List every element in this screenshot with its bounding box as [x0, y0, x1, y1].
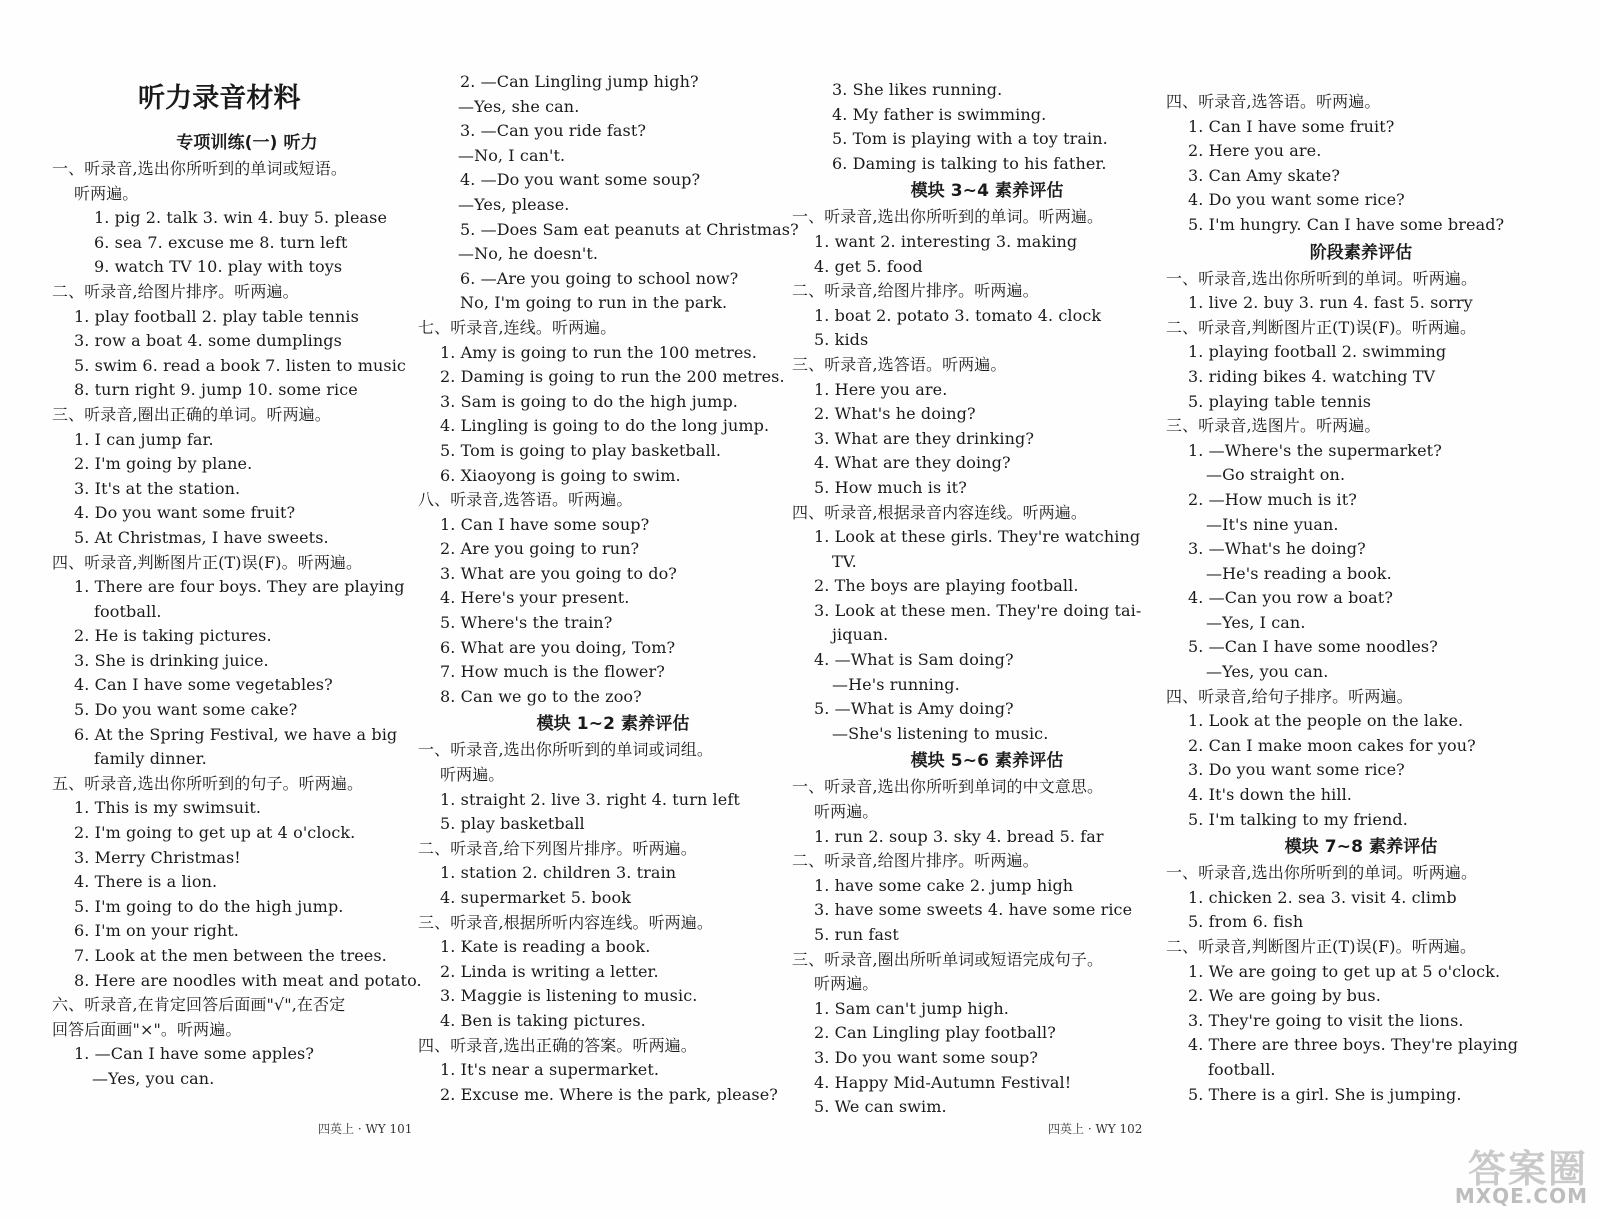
text-line: 2. I'm going to get up at 4 o'clock.	[74, 823, 356, 843]
text-line: 5. Do you want some cake?	[74, 700, 298, 720]
text-line: 5. Tom is going to play basketball.	[440, 440, 722, 460]
text-line: —Yes, you can.	[1206, 662, 1329, 682]
text-line: 1. Amy is going to run the 100 metres.	[440, 342, 757, 362]
text-line: 5. playing table tennis	[1188, 391, 1372, 411]
text-line: 3. Maggie is listening to music.	[440, 986, 698, 1006]
column-1-lines	[52, 128, 442, 1092]
text-line: 1. Can I have some soup?	[440, 514, 650, 534]
text-line: 5. —What is Amy doing?	[814, 699, 1014, 719]
text-line: 1. live 2. buy 3. run 4. fast 5. sorry	[1188, 293, 1473, 313]
text-line: 3. row a boat 4. some dumplings	[74, 331, 342, 351]
text-line: 4. Can I have some vegetables?	[74, 675, 333, 695]
text-line: 3. Merry Christmas!	[74, 847, 241, 867]
text-line: 1. Sam can't jump high.	[814, 998, 1009, 1018]
text-line: 4. There are three boys. They're playing	[1188, 1035, 1519, 1055]
text-line: 2. —Can Lingling jump high?	[460, 72, 699, 91]
text-line: 3. It's at the station.	[74, 478, 241, 498]
text-line: 3. They're going to visit the lions.	[1188, 1010, 1464, 1030]
text-line: 2. The boys are playing football.	[814, 576, 1079, 596]
page-footer-left: 四英上 · WY 101	[318, 1122, 413, 1136]
text-line: 1. playing football 2. swimming	[1188, 342, 1447, 362]
text-line: 2. Daming is going to run the 200 metres.	[440, 367, 785, 387]
question-heading: 四、听录音,选答语。听两遍。	[1166, 92, 1381, 111]
text-line: 8. turn right 9. jump 10. some rice	[74, 380, 358, 400]
question-heading: 五、听录音,选出你所听到的句子。听两遍。	[52, 773, 364, 793]
text-line: 1. Look at the people on the lake.	[1188, 711, 1464, 731]
text-line: 5. I'm talking to my friend.	[1188, 809, 1408, 829]
text-line: 6. Daming is talking to his father.	[832, 153, 1107, 173]
question-heading: 一、听录音,选出你所听到的单词。听两遍。	[1166, 268, 1478, 288]
text-line: 5. —Can I have some noodles?	[1188, 637, 1438, 657]
text-line: 3. Do you want some soup?	[814, 1047, 1039, 1067]
question-heading: 一、听录音,选出你所听到的单词或短语。	[52, 159, 347, 178]
watermark-url: MXQE.COM	[1454, 1184, 1588, 1208]
section-title: 阶段素养评估	[1309, 242, 1413, 263]
watermark-text: 答案圈	[1467, 1147, 1588, 1191]
text-line: 1. chicken 2. sea 3. visit 4. climb	[1188, 887, 1457, 907]
question-heading: 一、听录音,选出你所听到单词的中文意思。	[792, 777, 1104, 797]
text-line: No, I'm going to run in the park.	[460, 293, 728, 313]
text-line: 听两遍。	[440, 765, 505, 785]
text-line: 3. What are they drinking?	[814, 428, 1035, 448]
text-line: 1. It's near a supermarket.	[440, 1060, 660, 1080]
text-line: 1. This is my swimsuit.	[74, 798, 262, 818]
text-line: —No, I can't.	[458, 145, 566, 165]
text-line: —Yes, you can.	[92, 1068, 215, 1088]
text-line: —Yes, she can.	[458, 96, 580, 116]
text-line: 3. —Can you ride fast?	[460, 121, 647, 141]
text-line: —She's listening to music.	[832, 723, 1049, 743]
question-heading: 一、听录音,选出你所听到的单词。听两遍。	[792, 207, 1104, 227]
text-line: 1. Can I have some fruit?	[1188, 116, 1395, 136]
text-line: 4. —Can you row a boat?	[1188, 588, 1393, 608]
text-line: 1. Here you are.	[814, 379, 948, 399]
text-line: —It's nine yuan.	[1206, 514, 1339, 534]
question-heading: 二、听录音,给图片排序。听两遍。	[792, 851, 1039, 871]
section-title: 模块 1~2 素养评估	[536, 714, 690, 735]
text-line: 2. Are you going to run?	[440, 539, 640, 559]
text-line: 2. What's he doing?	[814, 404, 976, 424]
question-heading: 二、听录音,给图片排序。听两遍。	[52, 281, 299, 301]
text-line: 3. Do you want some rice?	[1188, 760, 1405, 780]
question-heading: 四、听录音,选出正确的答案。听两遍。	[418, 1035, 697, 1055]
text-line: 4. supermarket 5. book	[440, 888, 632, 907]
column-3	[792, 78, 1182, 1220]
question-heading: 三、听录音,选答语。听两遍。	[792, 354, 1007, 374]
text-line: 6. What are you doing, Tom?	[440, 637, 676, 657]
text-line: 2. Can I make moon cakes for you?	[1188, 735, 1476, 755]
text-line: 8. Can we go to the zoo?	[440, 686, 642, 706]
text-line: —No, he doesn't.	[458, 244, 599, 264]
text-line: 5. Tom is playing with a toy train.	[832, 129, 1108, 149]
text-line: 7. How much is the flower?	[440, 662, 665, 682]
text-line: 5. At Christmas, I have sweets.	[74, 527, 329, 547]
text-line: 4. —What is Sam doing?	[814, 650, 1014, 670]
text-line: 1. There are four boys. They are playing	[74, 577, 405, 597]
text-line: 7. Look at the men between the trees.	[74, 946, 387, 965]
column-4	[1166, 90, 1556, 1220]
question-heading: 三、听录音,选图片。听两遍。	[1166, 416, 1381, 436]
text-line: 4. Lingling is going to do the long jump.	[440, 416, 770, 436]
section-title: 专项训练(一) 听力	[176, 133, 318, 153]
question-heading: 四、听录音,判断图片正(T)误(F)。听两遍。	[52, 552, 363, 572]
text-line: 5. play basketball	[440, 814, 585, 834]
text-line: —He's reading a book.	[1206, 563, 1392, 583]
text-line: 2. —How much is it?	[1188, 489, 1357, 509]
text-line: 6. At the Spring Festival, we have a big	[74, 724, 398, 744]
text-line: 1. straight 2. live 3. right 4. turn left	[440, 789, 740, 809]
question-heading: 二、听录音,判断图片正(T)误(F)。听两遍。	[1166, 317, 1477, 337]
question-heading: 六、听录音,在肯定回答后面画"√",在否定	[52, 995, 346, 1015]
text-line: 6. I'm on your right.	[74, 921, 239, 941]
section-title: 模块 5~6 素养评估	[910, 751, 1064, 772]
text-line: 5. We can swim.	[814, 1097, 947, 1117]
text-line: 5. How much is it?	[814, 477, 967, 497]
question-heading: 一、听录音,选出你所听到的单词或词组。	[418, 740, 713, 760]
text-line: 1. station 2. children 3. train	[440, 863, 677, 883]
text-line: 4. Ben is taking pictures.	[440, 1010, 646, 1030]
question-heading: 二、听录音,给图片排序。听两遍。	[792, 281, 1039, 301]
text-line: —Go straight on.	[1206, 465, 1346, 485]
text-line: 听两遍。	[814, 974, 879, 994]
text-line: jiquan.	[832, 625, 889, 645]
text-line: 2. Can Lingling play football?	[814, 1023, 1056, 1043]
text-line: 1. play football 2. play table tennis	[74, 306, 359, 326]
text-line: 4. It's down the hill.	[1188, 785, 1352, 805]
text-line: —Yes, I can.	[1206, 612, 1306, 632]
text-line: 3. Look at these men. They're doing tai-	[814, 600, 1142, 620]
question-heading: 四、听录音,给句子排序。听两遍。	[1166, 686, 1413, 706]
text-line: 听两遍。	[74, 183, 139, 203]
text-line: football.	[1208, 1059, 1276, 1079]
text-line: 5. kids	[814, 330, 869, 350]
text-line: 1. run 2. soup 3. sky 4. bread 5. far	[814, 826, 1104, 846]
text-line: 5. run fast	[814, 925, 899, 944]
text-line: 2. Excuse me. Where is the park, please?	[440, 1084, 778, 1104]
text-line: 9. watch TV 10. play with toys	[94, 257, 343, 277]
column-1	[52, 78, 442, 1220]
text-line: 6. Xiaoyong is going to swim.	[440, 465, 681, 485]
text-line: 2. He is taking pictures.	[74, 626, 272, 646]
text-line: 1. We are going to get up at 5 o'clock.	[1188, 961, 1501, 981]
question-heading: 一、听录音,选出你所听到的单词。听两遍。	[1166, 863, 1478, 883]
text-line: 4. There is a lion.	[74, 872, 218, 892]
text-line: 6. sea 7. excuse me 8. turn left	[94, 232, 348, 252]
question-heading: 七、听录音,连线。听两遍。	[418, 317, 617, 337]
text-line: 听两遍。	[814, 802, 879, 822]
section-title: 模块 7~8 素养评估	[1284, 837, 1438, 858]
section-title: 模块 3~4 素养评估	[910, 181, 1064, 202]
text-line: 1. Kate is reading a book.	[440, 937, 651, 957]
text-line: 5. swim 6. read a book 7. listen to music	[74, 355, 406, 375]
text-line: 5. —Does Sam eat peanuts at Christmas?	[460, 219, 799, 239]
question-heading: 二、听录音,给下列图片排序。听两遍。	[418, 838, 697, 858]
text-line: 4. Do you want some fruit?	[74, 503, 296, 523]
text-line: 3. What are you going to do?	[440, 563, 677, 583]
question-heading: 四、听录音,根据录音内容连线。听两遍。	[792, 502, 1087, 522]
text-line: family dinner.	[94, 749, 207, 769]
text-line: 2. We are going by bus.	[1188, 986, 1381, 1006]
text-line: 3. have some sweets 4. have some rice	[814, 900, 1133, 920]
question-heading: 二、听录音,判断图片正(T)误(F)。听两遍。	[1166, 937, 1477, 956]
text-line: 3. riding bikes 4. watching TV	[1188, 366, 1436, 386]
text-line: 4. Happy Mid-Autumn Festival!	[814, 1072, 1072, 1092]
text-line: 3. She is drinking juice.	[74, 650, 269, 670]
question-heading: 八、听录音,选答语。听两遍。	[418, 490, 633, 510]
text-line: 1. pig 2. talk 3. win 4. buy 5. please	[94, 208, 388, 228]
page-title: 听力录音材料	[138, 83, 301, 114]
text-line: —Yes, please.	[458, 194, 570, 214]
text-line: 5. I'm going to do the high jump.	[74, 896, 344, 916]
text-line: 5. Where's the train?	[440, 613, 613, 633]
text-line: 5. from 6. fish	[1188, 912, 1304, 932]
question-heading: 三、听录音,圈出正确的单词。听两遍。	[52, 404, 331, 424]
text-line: TV.	[832, 551, 857, 571]
question-heading: 回答后面画"×"。听两遍。	[52, 1019, 242, 1039]
text-line: 1. want 2. interesting 3. making	[814, 231, 1078, 251]
text-line: 6. —Are you going to school now?	[460, 268, 739, 288]
text-line: 4. Do you want some rice?	[1188, 190, 1405, 210]
text-line: 2. Linda is writing a letter.	[440, 961, 659, 981]
text-line: 4. What are they doing?	[814, 453, 1011, 473]
text-line: 3. Can Amy skate?	[1188, 165, 1340, 185]
text-line: 3. Sam is going to do the high jump.	[440, 391, 738, 411]
text-line: 8. Here are noodles with meat and potato.	[74, 970, 422, 990]
text-line: 1. boat 2. potato 3. tomato 4. clock	[814, 305, 1102, 325]
text-line: 3. —What's he doing?	[1188, 539, 1366, 559]
watermark-logo	[1432, 1138, 1592, 1210]
text-line: 2. Here you are.	[1188, 141, 1322, 161]
text-line: 1. —Where's the supermarket?	[1188, 440, 1442, 460]
text-line: football.	[94, 601, 162, 621]
question-heading: 三、听录音,圈出所听单词或短语完成句子。	[792, 949, 1104, 969]
text-line: 4. Here's your present.	[440, 588, 630, 608]
text-line: 1. —Can I have some apples?	[74, 1044, 315, 1064]
text-line: 1. have some cake 2. jump high	[814, 875, 1074, 895]
text-line: 5. There is a girl. She is jumping.	[1188, 1084, 1462, 1104]
question-heading: 三、听录音,根据所听内容连线。听两遍。	[418, 912, 713, 932]
text-line: 2. I'm going by plane.	[74, 454, 253, 474]
column-2	[418, 70, 808, 1220]
text-line: 1. I can jump far.	[74, 429, 214, 449]
text-line: —He's running.	[832, 674, 960, 694]
page-footer-right: 四英上 · WY 102	[1048, 1122, 1143, 1136]
text-line: 4. My father is swimming.	[832, 104, 1047, 124]
text-line: 3. She likes running.	[832, 80, 1003, 99]
text-line: 4. —Do you want some soup?	[460, 170, 701, 190]
text-line: 1. Look at these girls. They're watching	[814, 527, 1141, 547]
text-line: 5. I'm hungry. Can I have some bread?	[1188, 214, 1505, 234]
text-line: 4. get 5. food	[814, 256, 923, 276]
